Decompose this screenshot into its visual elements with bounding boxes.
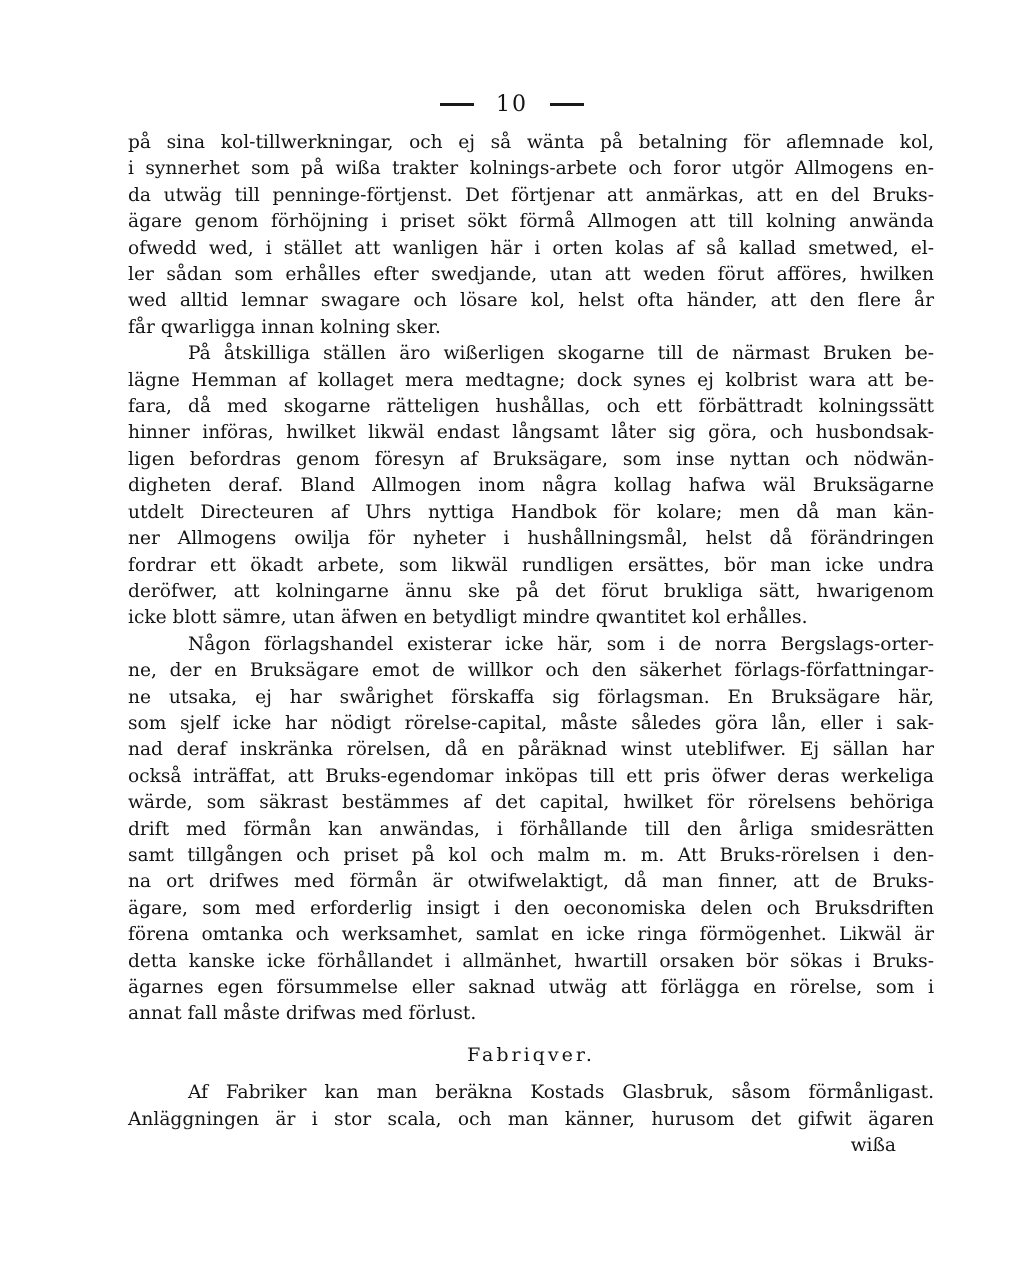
page-header — [0, 92, 1024, 117]
text-line: detta kanske icke förhållandet i allmänhet, hwartill orsaken bör sökas i Bruks- — [128, 950, 934, 972]
paragraph-3 — [128, 632, 934, 1028]
paragraph-2 — [128, 341, 934, 631]
text-line: wed alltid lemnar swagare och lösare kol, helst ofta händer, att den flere år — [128, 290, 934, 312]
text-line: Anläggningen är i stor scala, och man känner, hurusom det gifwit ägaren — [128, 1108, 934, 1130]
text-line: utdelt Directeuren af Uhrs nyttiga Handbok för kolare; men då man kän- — [128, 501, 934, 523]
text-line: på sina kol-tillwerkningar, och ej så wänta på betalning för aflemnade kol, — [128, 132, 934, 153]
text-line: digheten deraf. Bland Allmogen inom några kollag hafwa wäl Bruksägarne — [128, 475, 934, 497]
text-line: i synnerhet som på wißa trakter kolnings-arbete och foror utgör Allmogens en- — [128, 158, 934, 180]
left-dash — [440, 103, 474, 106]
text-line: också inträffat, att Bruks-egendomar inköpas till ett pris öfwer deras werkeliga — [128, 765, 934, 787]
text-line: ägare, som med erforderlig insigt i den oeconomiska delen och Bruksdriften — [128, 897, 934, 919]
text-line: annat fall måste drifwas med förlust. — [128, 1003, 477, 1025]
text-line: ligen befordras genom föresyn af Bruksägare, som inse nyttan och nödwän- — [128, 448, 934, 470]
text-line: Af Fabriker kan man beräkna Kostads Glasbruk, såsom förmånligast. — [188, 1082, 934, 1104]
text-line: ler sådan som erhålles efter swedjande, utan att weden förut afföres, hwilken — [128, 264, 934, 286]
page-number: 10 — [496, 92, 528, 117]
text-line: icke blott sämre, utan äfwen en betydligt mindre qwantitet kol erhålles. — [128, 607, 808, 629]
text-line: samt tillgången och priset på kol och malm m. m. Att Bruks-rörelsen i den- — [128, 844, 934, 866]
text-line: wärde, som säkrast bestämmes af det capital, hwilket för rörelsens behöriga — [128, 792, 934, 814]
paragraph-4 — [128, 1080, 934, 1159]
section-heading: Fabriqver. — [467, 1043, 595, 1066]
text-line: förena omtanka och werksamhet, samlat en icke ringa förmögenhet. Likwäl är — [128, 924, 934, 946]
text-line: ne, der en Bruksägare emot de willkor och den säkerhet förlags-författningar- — [128, 660, 934, 682]
text-line: fara, då med skogarne rätteligen hushållas, och ett förbättradt kolningssätt — [128, 396, 934, 418]
text-line: ägare genom förhöjning i priset sökt förmå Allmogen att till kolning anwända — [128, 211, 934, 233]
text-line: hinner införas, hwilket likwäl endast långsamt låter sig göra, och husbondsak- — [128, 422, 934, 444]
page-body — [128, 130, 934, 1159]
text-line: fordrar ett ökadt arbete, som likwäl rundligen ersättes, bör man icke undra — [128, 554, 934, 576]
text-line: som sjelf icke har nödigt rörelse-capital, måste således göra lån, eller i sak- — [128, 712, 934, 734]
text-line: ofwedd wed, i stället att wanligen här i orten kolas af så kallad smetwed, el- — [128, 237, 934, 259]
text-line: På åtskilliga ställen äro wißerligen skogarne till de närmast Bruken be- — [188, 343, 934, 365]
paragraph-1 — [128, 130, 934, 341]
text-line: ägarnes egen försummelse eller saknad utwäg att förlägga en rörelse, som i — [128, 977, 934, 998]
text-line: deröfwer, att kolningarne ännu ske på det förut brukliga sätt, hwarigenom — [128, 580, 934, 602]
text-line: får qwarligga innan kolning sker. — [128, 316, 441, 338]
text-line: ner Allmogens owilja för nyheter i hushållningsmål, helst då förändringen — [128, 528, 934, 550]
text-line: da utwäg till penninge-förtjenst. Det förtjenar att anmärkas, att en del Bruks- — [128, 184, 934, 206]
text-line: nad deraf inskränka rörelsen, då en påräknad winst uteblifwer. Ej sällan har — [128, 739, 934, 761]
catchword: wißa — [850, 1135, 896, 1157]
text-line: na ort drifwes med förmån är otwifwelaktigt, då man finner, att de Bruks- — [128, 871, 934, 893]
right-dash — [550, 103, 584, 106]
text-line: ne utsaka, ej har swårighet förskaffa sig förlagsman. En Bruksägare här, — [128, 686, 934, 708]
text-line: Någon förlagshandel existerar icke här, som i de norra Bergslags-orter- — [188, 633, 934, 655]
text-line: lägne Hemman af kollaget mera medtagne; dock synes ej kolbrist wara att be- — [128, 369, 934, 391]
text-line: drift med förmån kan anwändas, i förhållande till den årliga smidesrätten — [128, 818, 934, 840]
